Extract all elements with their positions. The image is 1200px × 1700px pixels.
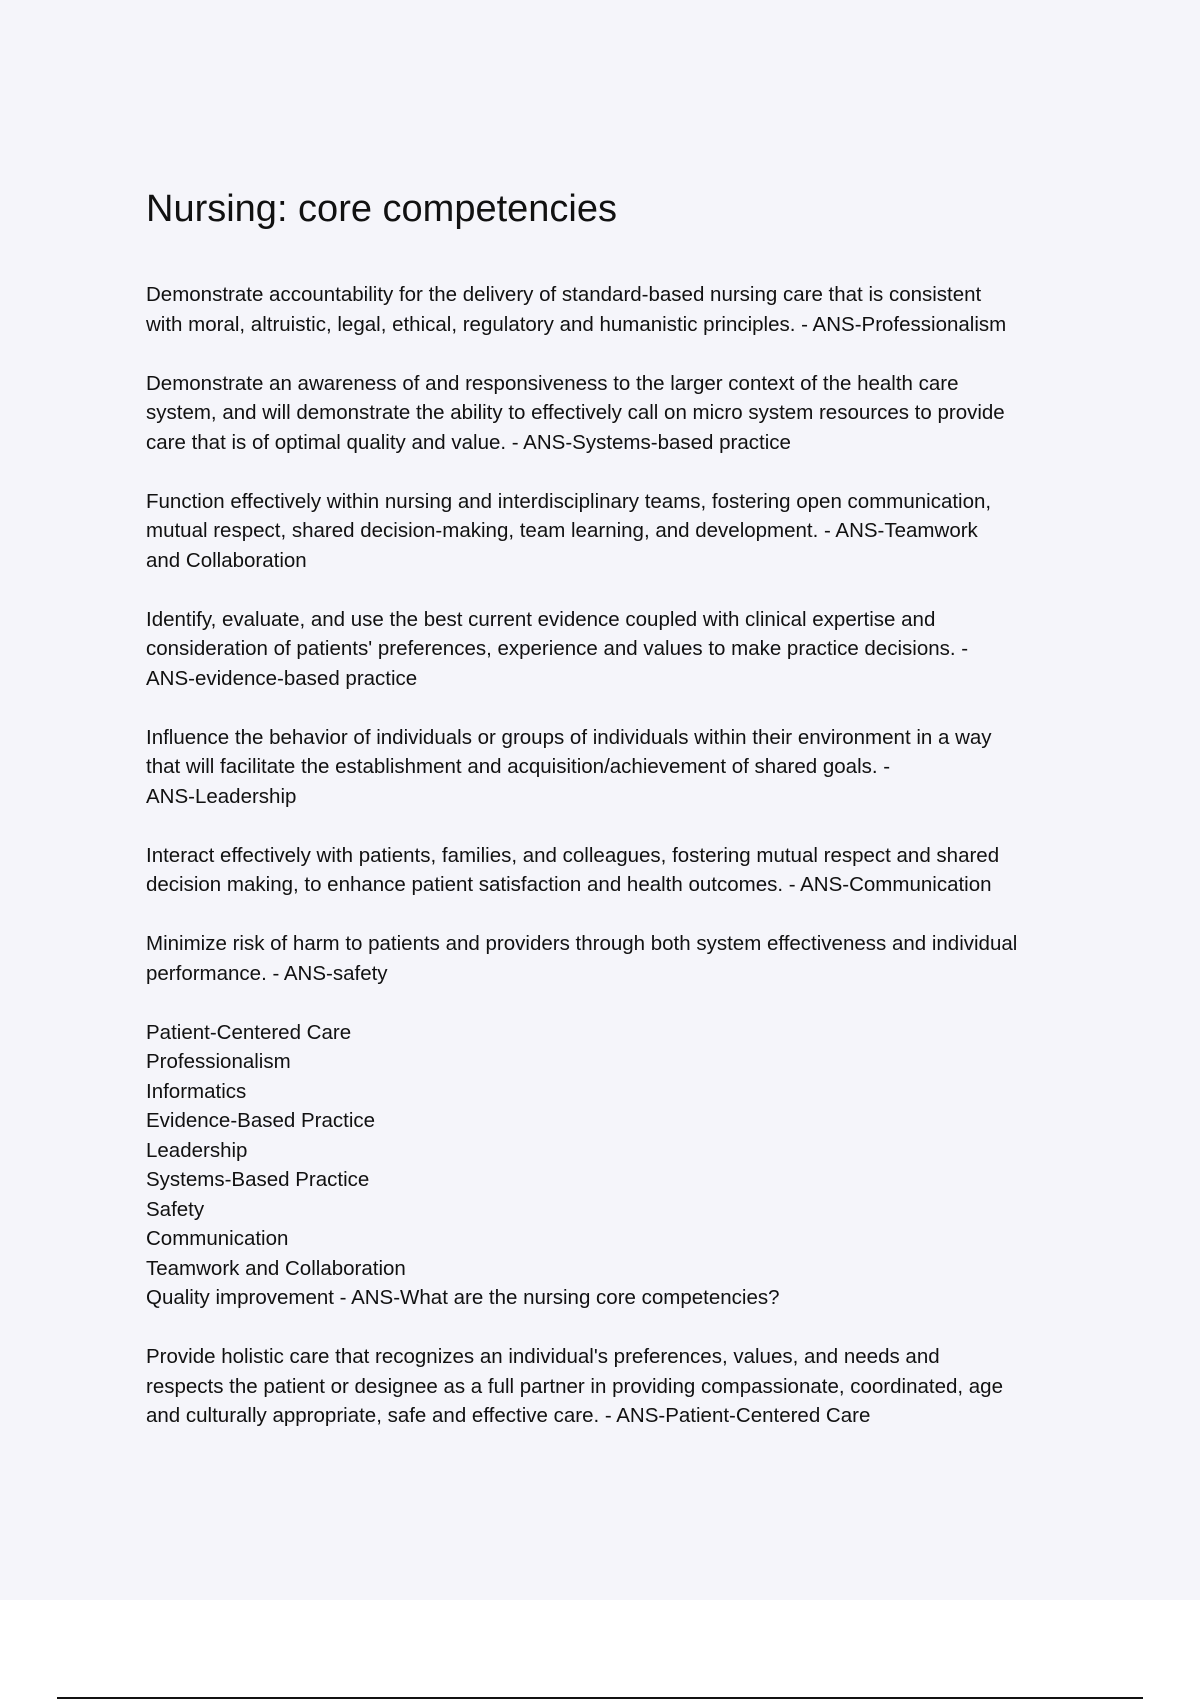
footer-divider <box>57 1697 1143 1699</box>
competency-list <box>146 1018 1096 1313</box>
paragraph-teamwork: Function effectively within nursing and interdisciplinary teams, fostering open communication, mutual respect, shared decision-making, team learning, and development. - ANS-Teamwork and Collaboration <box>146 489 992 572</box>
paragraph-evidence-based-practice: Identify, evaluate, and use the best current evidence coupled with clinical expertise and consideration of patients' preferences, experience and values to make practice decisions. - ANS-evidence-based practice <box>146 607 969 690</box>
list-item: Safety <box>146 1197 205 1221</box>
paragraph-patient-centered-care: Provide holistic care that recognizes an individual's preferences, values, and needs and respects the patient or designee as a full partner in providing compassionate, coordinated, age and culturally appropriate, safe and effective care. - ANS-Patient-Centered Care <box>146 1345 1003 1427</box>
document-content <box>146 186 1096 1460</box>
list-item: Patient-Centered Care <box>146 1020 352 1044</box>
list-item: Evidence-Based Practice <box>146 1109 376 1132</box>
paragraph-leadership: Influence the behavior of individuals or groups of individuals within their environment in a way that will facilitate the establishment and acquisition/achievement of shared goals. - ANS-Leadership <box>146 725 992 808</box>
paragraph-communication: Interact effectively with patients, families, and colleagues, fostering mutual respect and shared decision making, to enhance patient satisfaction and health outcomes. - ANS-Communication <box>146 843 1000 896</box>
paragraph-safety: Minimize risk of harm to patients and providers through both system effectiveness and individual performance. - ANS-safety <box>146 932 1018 985</box>
paragraph-systems-based-practice: Demonstrate an awareness of and responsiveness to the larger context of the health care system, and will demonstrate the ability to effectively call on micro system resources to provide care that is of optimal quality and value. - ANS-Systems-based practice <box>146 371 1005 454</box>
list-item: Professionalism <box>146 1050 291 1073</box>
list-item: Systems-Based Practice <box>146 1168 370 1191</box>
list-item: Teamwork and Collaboration <box>146 1256 406 1280</box>
page-title: Nursing: core competencies <box>146 188 617 230</box>
list-item: Communication <box>146 1227 289 1250</box>
list-item: Informatics <box>146 1079 247 1103</box>
list-item: Quality improvement - ANS-What are the nursing core competencies? <box>146 1286 780 1309</box>
list-item: Leadership <box>146 1138 248 1162</box>
paragraph-professionalism: Demonstrate accountability for the delivery of standard-based nursing care that is consistent with moral, altruistic, legal, ethical, regulatory and humanistic principles. - ANS-Professionalism <box>146 283 1007 336</box>
